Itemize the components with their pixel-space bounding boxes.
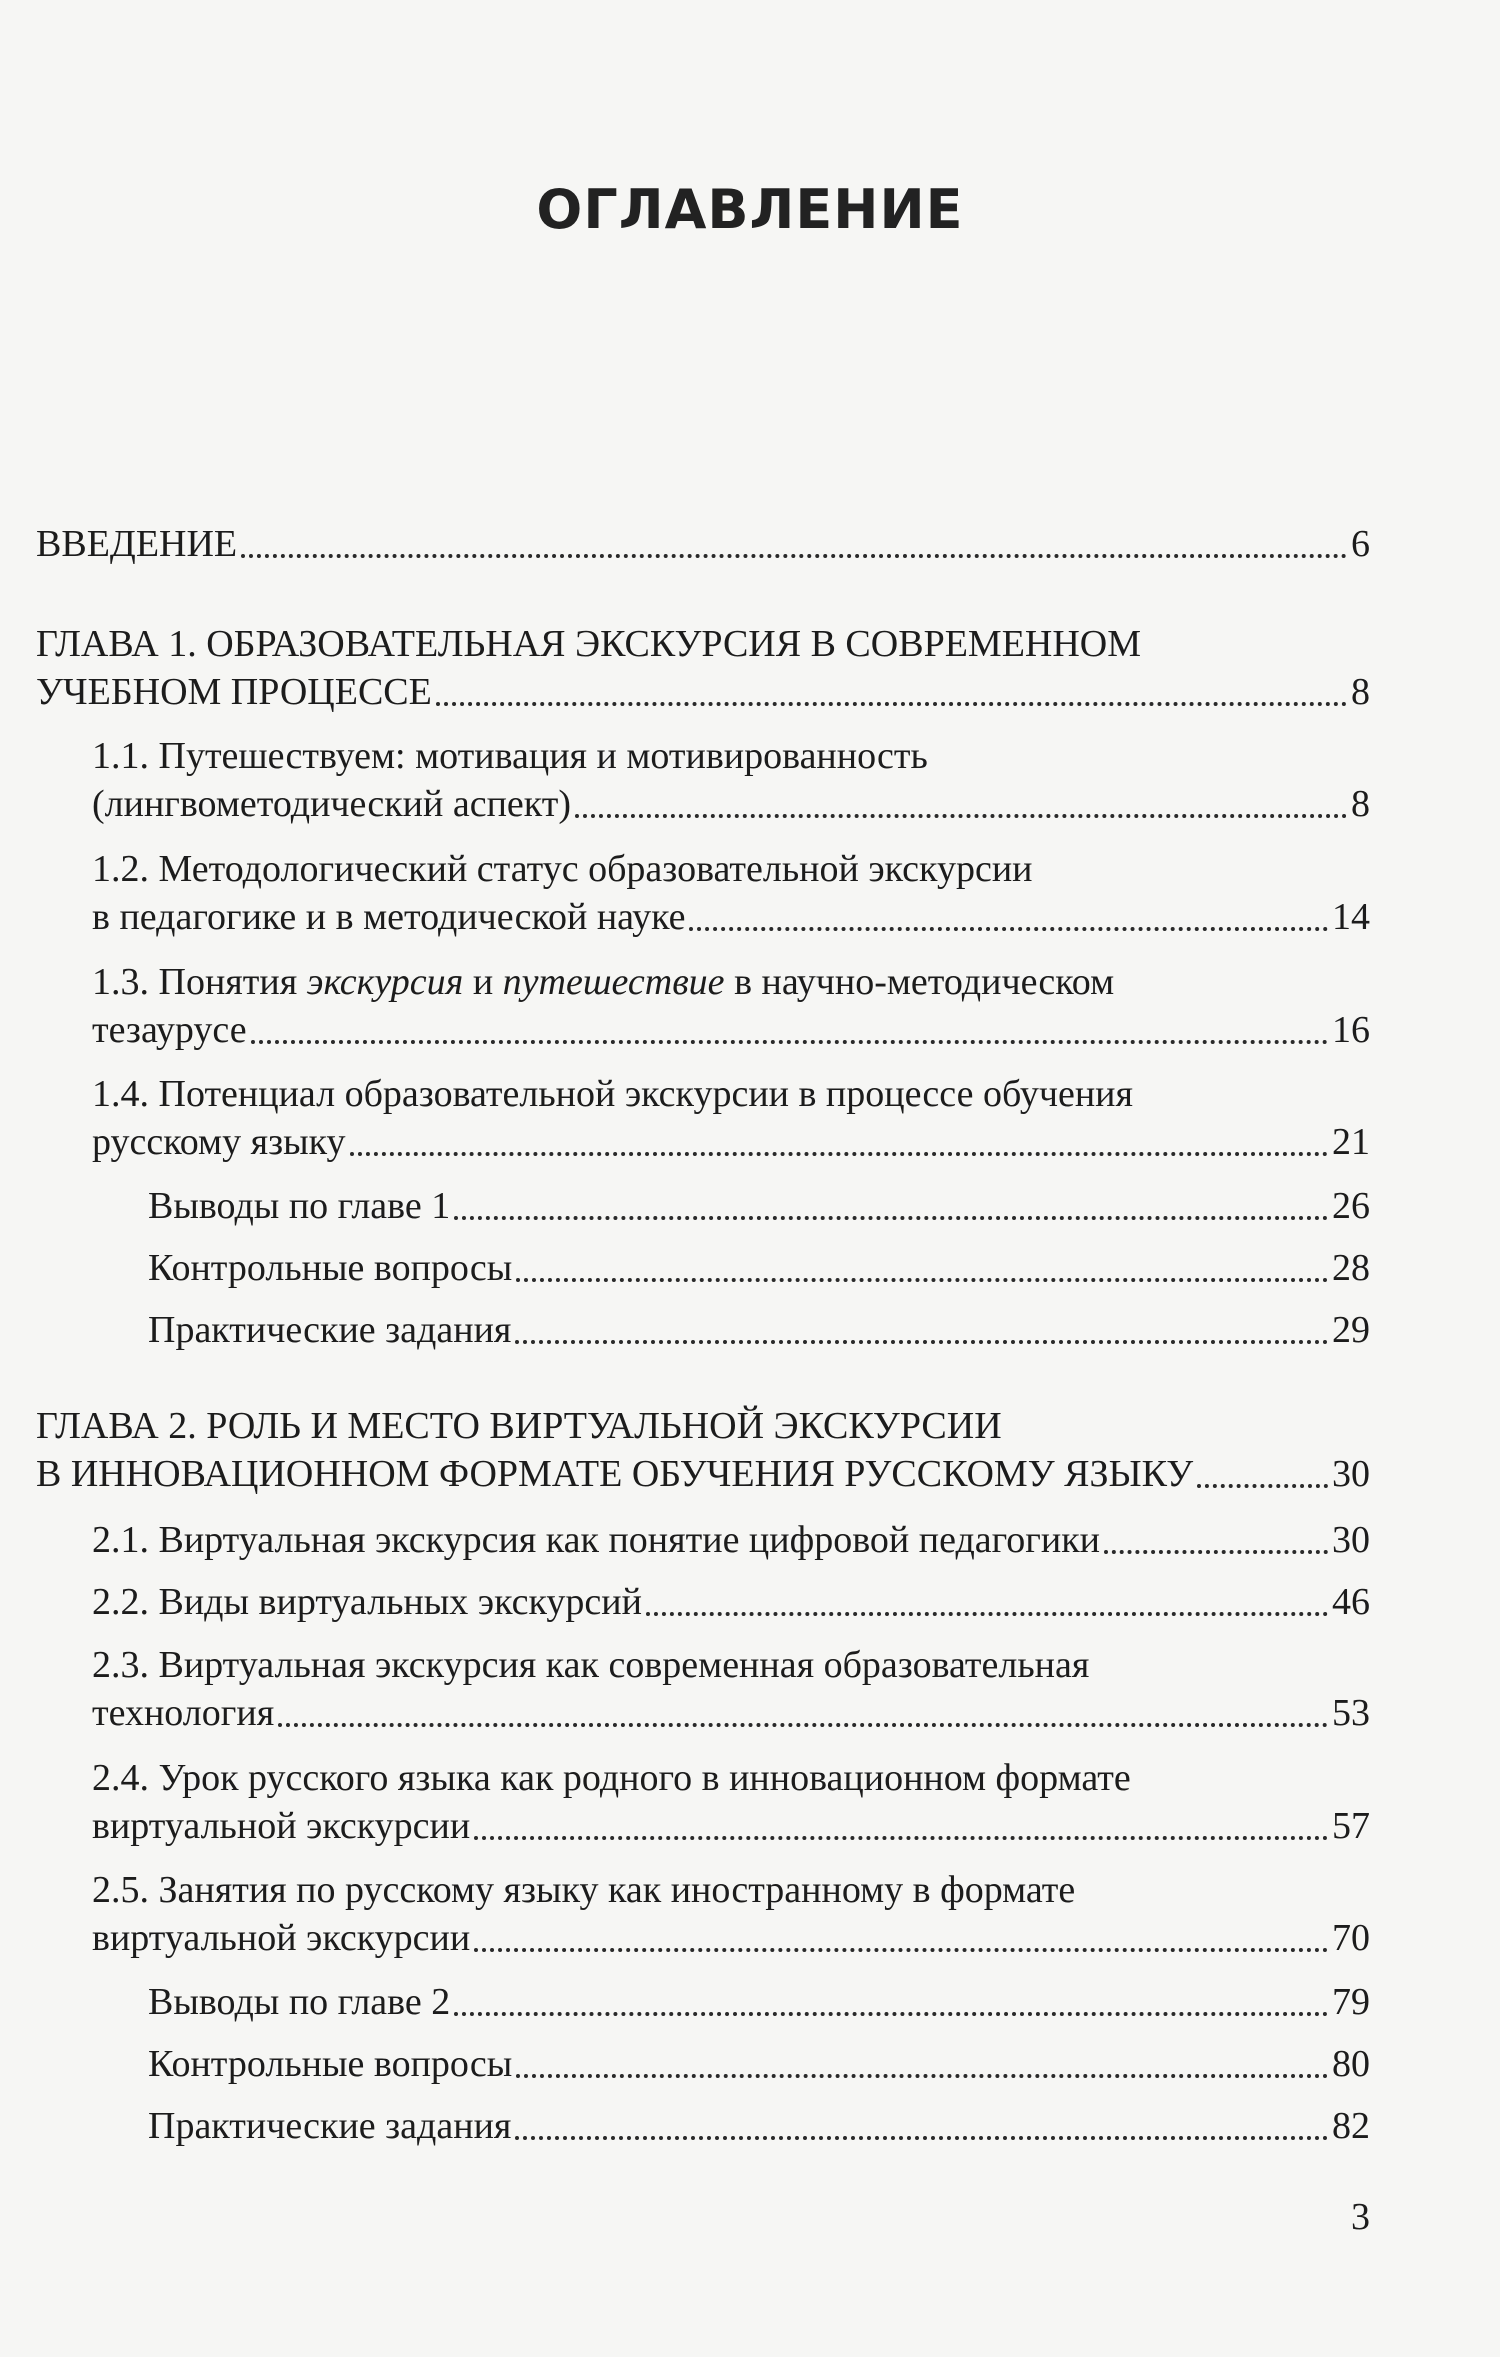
toc-entry-title-line: 2.4. Урок русского языка как родного в инновационном формате [92,1757,1131,1799]
toc-entry-title: русскому языку [92,1121,346,1163]
toc-entry-title: Практические задания [148,1309,512,1351]
dot-leader [575,814,1347,818]
toc-entry-section-2-2[interactable] [92,1578,1370,1626]
toc-page-number: 14 [1332,896,1370,938]
toc-page-number: 79 [1332,1981,1370,2023]
toc-entry-title-emphasis: экскурсия [306,961,464,1003]
toc-page-number: 28 [1332,1247,1370,1289]
toc-entry-introduction[interactable] [36,520,1370,568]
toc-entry-title-line: ГЛАВА 2. РОЛЬ И МЕСТО ВИРТУАЛЬНОЙ ЭКСКУРСИИ [36,1405,1002,1447]
toc-entry-title-line: ГЛАВА 1. ОБРАЗОВАТЕЛЬНАЯ ЭКСКУРСИЯ В СОВРЕМЕННОМ [36,623,1142,665]
toc-page-number: 57 [1332,1805,1370,1847]
toc-page-number: 29 [1332,1309,1370,1351]
toc-page-number: 21 [1332,1121,1370,1163]
dot-leader [646,1612,1328,1616]
toc-entry-chapter-1-questions[interactable] [148,1244,1370,1292]
dot-leader [251,1040,1328,1044]
toc-entry-chapter-1-tasks[interactable] [148,1306,1370,1354]
toc-page-number: 6 [1351,523,1370,565]
dot-leader [515,2136,1328,2140]
toc-entry-title-emphasis: путешествие [502,961,725,1003]
toc-page-number: 70 [1332,1917,1370,1959]
toc-entry-title: в педагогике и в методической науке [92,896,686,938]
toc-page-number: 26 [1332,1185,1370,1227]
toc-entry-title-line: 2.3. Виртуальная экскурсия как современная образовательная [92,1644,1090,1686]
toc-page-number: 53 [1332,1692,1370,1734]
toc-page-number: 16 [1332,1009,1370,1051]
toc-entry-section-2-5[interactable] [92,1866,1370,1962]
toc-entry-title-line: 1.1. Путешествуем: мотивация и мотивированность [92,735,928,777]
dot-leader [454,2012,1328,2016]
toc-entry-title: 2.2. Виды виртуальных экскурсий [92,1581,642,1623]
toc-page-number: 30 [1332,1519,1370,1561]
toc-entry-chapter-2-conclusions[interactable] [148,1978,1370,2026]
toc-entry-section-1-2[interactable] [92,845,1370,941]
dot-leader [1197,1484,1328,1488]
toc-entry-title: тезаурусе [92,1009,247,1051]
toc-entry-title: виртуальной экскурсии [92,1917,471,1959]
toc-entry-section-1-3[interactable] [92,958,1370,1054]
toc-entry-title: Выводы по главе 2 [148,1981,451,2023]
toc-entry-title-part: 1.3. Понятия [92,961,307,1003]
toc-entry-title: (лингвометодический аспект) [92,783,572,825]
toc-entry-title: 2.1. Виртуальная экскурсия как понятие цифровой педагогики [92,1519,1101,1561]
dot-leader [689,927,1328,931]
dot-leader [474,1948,1328,1952]
toc-entry-chapter-2[interactable] [36,1402,1370,1498]
toc-entry-title: В ИННОВАЦИОННОМ ФОРМАТЕ ОБУЧЕНИЯ РУССКОМУ ЯЗЫКУ [36,1453,1194,1495]
toc-entry-chapter-2-tasks[interactable] [148,2102,1370,2150]
toc-page-number: 80 [1332,2043,1370,2085]
dot-leader [1104,1550,1328,1554]
toc-entry-title-line: 1.4. Потенциал образовательной экскурсии в процессе обучения [92,1073,1133,1115]
toc-page-number: 8 [1351,783,1370,825]
toc-entry-section-1-4[interactable] [92,1070,1370,1166]
toc-page-number: 30 [1332,1453,1370,1495]
toc-entry-section-1-1[interactable] [92,732,1370,828]
dot-leader [278,1723,1328,1727]
dot-leader [516,1278,1328,1282]
toc-entry-chapter-1-conclusions[interactable] [148,1182,1370,1230]
toc-page-number: 46 [1332,1581,1370,1623]
dot-leader [350,1152,1328,1156]
toc-entry-title: виртуальной экскурсии [92,1805,471,1847]
dot-leader [474,1836,1328,1840]
dot-leader [241,554,1347,558]
toc-entry-title-line: 1.2. Методологический статус образовательной экскурсии [92,848,1033,890]
toc-entry-title: Контрольные вопросы [148,2043,513,2085]
page-number: 3 [1351,2196,1370,2238]
toc-entry-title: ВВЕДЕНИЕ [36,523,238,565]
toc-entry-title-line [92,958,1370,1006]
page-title: ОГЛАВЛЕНИЕ [536,178,964,241]
toc-entry-title: Выводы по главе 1 [148,1185,451,1227]
toc-entry-title: технология [92,1692,275,1734]
dot-leader [454,1216,1328,1220]
toc-entry-title: УЧЕБНОМ ПРОЦЕССЕ [36,671,432,713]
toc-entry-title: Контрольные вопросы [148,1247,513,1289]
toc-entry-section-2-3[interactable] [92,1641,1370,1737]
toc-entry-title-line: 2.5. Занятия по русскому языку как иностранному в формате [92,1869,1076,1911]
toc-entry-section-2-1[interactable] [92,1516,1370,1564]
dot-leader [516,2074,1328,2078]
toc-entry-chapter-2-questions[interactable] [148,2040,1370,2088]
toc-page-number: 82 [1332,2105,1370,2147]
toc-entry-chapter-1[interactable] [36,620,1370,716]
toc-entry-section-2-4[interactable] [92,1754,1370,1850]
dot-leader [436,702,1347,706]
toc-entry-title: Практические задания [148,2105,512,2147]
toc-entry-title-part: и [463,961,503,1003]
toc-page-number: 8 [1351,671,1370,713]
dot-leader [515,1340,1328,1344]
toc-entry-title-part: в научно-методическом [724,961,1115,1003]
